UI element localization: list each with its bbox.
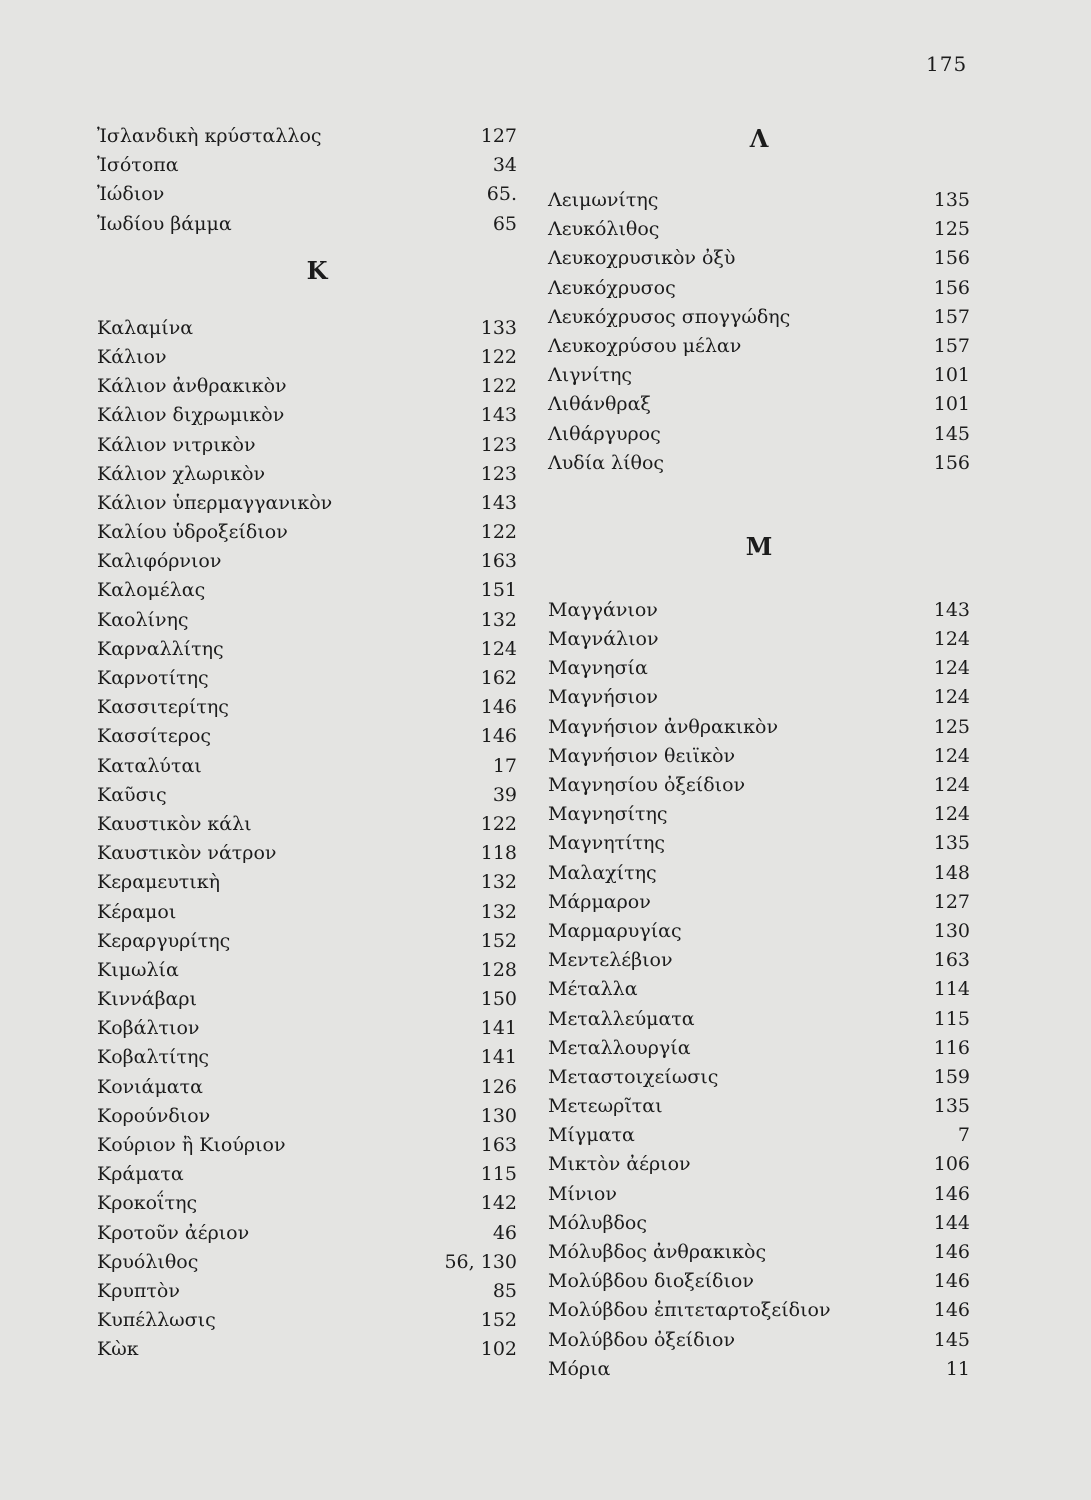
index-page-number: 130	[933, 919, 970, 942]
index-term: Λευκόχρυσος	[548, 276, 676, 299]
index-page-number: 115	[933, 1007, 970, 1030]
index-entry	[548, 1063, 970, 1092]
index-page-number: 159	[933, 1065, 970, 1088]
index-entry	[548, 771, 970, 800]
index-page-number: 156	[933, 276, 970, 299]
index-page-number: 11	[945, 1357, 970, 1380]
index-term: Κὼκ	[97, 1338, 139, 1361]
index-entry	[97, 722, 517, 751]
index-term: Μαγνησίτης	[548, 803, 668, 826]
index-page-number: 123	[480, 433, 517, 456]
index-entry	[548, 303, 970, 332]
index-entry	[97, 1277, 517, 1306]
section-heading-mu: Μ	[745, 531, 773, 561]
index-term: Λειμωνίτης	[548, 189, 659, 211]
index-term: Λευκόχρυσος σπογγώδης	[548, 305, 791, 328]
index-term: Καρναλλίτης	[97, 637, 224, 660]
index-page-number: 115	[480, 1163, 517, 1186]
index-entry	[97, 151, 517, 180]
index-term: Κάλιον ἀνθρακικὸν	[97, 375, 287, 398]
index-entry	[97, 1306, 517, 1335]
index-entry	[97, 576, 517, 605]
index-entry	[548, 1209, 970, 1238]
index-entry	[97, 431, 517, 460]
index-term: Λυδία λίθος	[548, 451, 665, 474]
index-entry	[97, 1014, 517, 1043]
index-page-number: 65	[492, 212, 517, 235]
index-term: Κάλιον	[97, 345, 167, 368]
right-index-column	[548, 122, 970, 1384]
index-term: Κεραργυρίτης	[97, 929, 231, 952]
index-term: Λευκόλιθος	[548, 218, 660, 241]
index-term: Μαγνησίου ὀξείδιον	[548, 774, 746, 796]
index-page-number: 163	[933, 949, 970, 972]
index-page-number: 124	[933, 744, 970, 767]
index-entry	[97, 489, 517, 518]
index-term: Κονιάματα	[97, 1075, 203, 1098]
index-page-number: 146	[480, 696, 517, 719]
index-term: Καλομέλας	[97, 579, 206, 602]
index-page-number: 126	[480, 1075, 517, 1098]
index-page-number: 156	[933, 247, 970, 270]
index-entry	[97, 372, 517, 401]
left-index-column	[97, 122, 517, 1365]
index-page-number: 122	[480, 345, 517, 368]
index-entry	[548, 274, 970, 303]
index-page-number: 145	[933, 422, 970, 445]
index-term: Μέταλλα	[548, 978, 638, 1001]
index-page-number: 135	[933, 189, 970, 211]
index-entry	[97, 180, 517, 209]
index-entry	[548, 596, 970, 625]
index-entry	[97, 1160, 517, 1189]
index-page-number: 125	[933, 715, 970, 738]
index-entry	[548, 1296, 970, 1325]
index-term: Κροτοῦν ἀέριον	[97, 1221, 250, 1244]
index-page-number: 145	[933, 1328, 970, 1351]
index-page-number: 151	[480, 579, 517, 602]
index-entry	[548, 244, 970, 273]
index-entry	[548, 800, 970, 829]
index-term: Μαγνάλιον	[548, 628, 659, 651]
index-term: Μολύβδου διοξείδιον	[548, 1270, 754, 1293]
index-term: Κάλιον ὑπερμαγγανικὸν	[97, 491, 333, 514]
index-page-number: 146	[933, 1182, 970, 1205]
index-entry	[548, 859, 970, 888]
index-term: Μεταλλεύματα	[548, 1007, 695, 1030]
index-page-number: 122	[480, 375, 517, 398]
index-term: Κιννάβαρι	[97, 988, 198, 1011]
index-entry	[548, 1267, 970, 1296]
index-term: Μολύβδου ὀξείδιον	[548, 1328, 736, 1351]
index-entry	[97, 1073, 517, 1102]
index-entry	[97, 868, 517, 897]
index-term: Μίνιον	[548, 1182, 617, 1205]
index-entry	[97, 927, 517, 956]
index-term: Ἰωδίου βάμμα	[97, 212, 232, 235]
index-entry	[548, 1034, 970, 1063]
index-term: Καυστικὸν κάλι	[97, 812, 252, 835]
index-term: Μαγνήσιον ἀνθρακικὸν	[548, 715, 779, 738]
section-heading-lambda: Λ	[749, 124, 769, 153]
index-entry	[548, 1326, 970, 1355]
index-entry	[548, 625, 970, 654]
index-term: Καῦσις	[97, 783, 167, 806]
index-entry	[548, 390, 970, 419]
index-term: Κοβαλτίτης	[97, 1046, 209, 1069]
index-entry	[548, 1355, 970, 1384]
index-term: Κάλιον διχρωμικὸν	[97, 404, 285, 427]
index-page-number: 128	[480, 958, 517, 981]
index-term: Μολύβδου ἐπιτεταρτοξείδιον	[548, 1299, 831, 1322]
index-entry	[97, 1189, 517, 1218]
index-page-number: 124	[933, 803, 970, 826]
index-term: Λευκοχρύσου μέλαν	[548, 334, 742, 357]
index-page-number: 142	[480, 1192, 517, 1215]
index-term: Κρυόλιθος	[97, 1250, 199, 1273]
index-entry	[97, 460, 517, 489]
index-term: Μικτὸν ἀέριον	[548, 1153, 691, 1176]
index-entry	[97, 1043, 517, 1072]
index-page-number: 125	[933, 218, 970, 241]
index-page-number: 132	[480, 871, 517, 894]
index-page-number: 106	[933, 1153, 970, 1176]
index-term: Μαγγάνιον	[548, 598, 658, 621]
index-entry	[548, 975, 970, 1004]
index-entry	[548, 917, 970, 946]
index-entry	[548, 361, 970, 390]
index-page-number: 163	[480, 550, 517, 573]
index-entry	[548, 1238, 970, 1267]
index-term: Καρνοτίτης	[97, 667, 209, 689]
index-entry	[548, 420, 970, 449]
index-entry	[97, 210, 517, 239]
index-term: Κάλιον χλωρικὸν	[97, 462, 266, 485]
index-entry	[548, 1092, 970, 1121]
index-term: Καυστικὸν νάτρον	[97, 842, 277, 865]
index-entry	[548, 946, 970, 975]
index-term: Λιθάνθραξ	[548, 393, 651, 416]
index-term: Καολίνης	[97, 608, 189, 631]
index-page-number: 34	[492, 154, 517, 177]
index-entry	[97, 752, 517, 781]
index-entry	[97, 401, 517, 430]
index-term: Κρυπτὸν	[97, 1279, 180, 1302]
index-entry	[97, 518, 517, 547]
index-term: Μίγματα	[548, 1124, 635, 1147]
index-entry	[97, 1335, 517, 1364]
index-entry	[548, 742, 970, 771]
index-term: Καλαμίνα	[97, 316, 194, 339]
index-term: Κάλιον νιτρικὸν	[97, 433, 256, 456]
index-page-number: 152	[480, 929, 517, 952]
index-page-number: 46	[492, 1221, 517, 1244]
index-entry	[548, 1150, 970, 1179]
index-entry	[548, 332, 970, 361]
index-page-number: 116	[933, 1036, 970, 1059]
index-entry	[548, 829, 970, 858]
index-entry	[97, 839, 517, 868]
index-term: Μόλυβδος	[548, 1211, 647, 1234]
page-number: 175	[926, 52, 968, 76]
index-term: Κούριον ἢ Κιούριον	[97, 1134, 286, 1156]
index-term: Μαρμαρυγίας	[548, 919, 682, 942]
index-entry	[548, 1121, 970, 1150]
index-term: Μαλαχίτης	[548, 861, 657, 884]
index-page-number: 123	[480, 462, 517, 485]
index-page-number: 162	[480, 667, 517, 689]
index-page-number: 124	[933, 686, 970, 709]
index-entry	[97, 985, 517, 1014]
index-entry	[548, 888, 970, 917]
index-entry	[548, 713, 970, 742]
index-term: Κέραμοι	[97, 900, 177, 923]
index-page-number: 146	[480, 725, 517, 748]
index-page-number: 124	[933, 657, 970, 680]
index-entry	[97, 1102, 517, 1131]
index-term: Ἰσότοπα	[97, 154, 179, 177]
index-entry	[97, 1219, 517, 1248]
index-term: Κασσίτερος	[97, 725, 212, 748]
index-entry	[548, 186, 970, 215]
index-page-number: 133	[480, 316, 517, 339]
index-page-number: 124	[480, 637, 517, 660]
index-entry	[97, 314, 517, 343]
index-term: Κασσιτερίτης	[97, 696, 229, 719]
index-entry	[548, 683, 970, 712]
index-page-number: 163	[480, 1134, 517, 1156]
index-term: Κορούνδιον	[97, 1104, 211, 1127]
index-entry	[548, 1005, 970, 1034]
index-entry	[548, 215, 970, 244]
index-page-number: 114	[933, 978, 970, 1001]
index-page-number: 135	[933, 832, 970, 855]
index-page-number: 143	[480, 491, 517, 514]
index-entry	[97, 343, 517, 372]
index-term: Λιγνίτης	[548, 364, 633, 387]
index-page-number: 156	[933, 451, 970, 474]
index-entry	[97, 547, 517, 576]
index-term: Κιμωλία	[97, 958, 179, 981]
index-page-number: 124	[933, 774, 970, 796]
index-page-number: 157	[933, 334, 970, 357]
index-page-number: 141	[480, 1017, 517, 1040]
index-entry	[97, 781, 517, 810]
index-entry	[97, 693, 517, 722]
section-kappa-list	[97, 314, 517, 1365]
index-term: Καταλύται	[97, 754, 202, 777]
index-entry	[97, 1131, 517, 1160]
index-page-number: 143	[480, 404, 517, 427]
index-page-number: 143	[933, 598, 970, 621]
index-term: Λιθάργυρος	[548, 422, 661, 445]
index-page-number: 127	[480, 125, 517, 147]
index-entry	[97, 122, 517, 151]
index-page-number: 130	[480, 1104, 517, 1127]
index-term: Ἰώδιον	[97, 183, 165, 206]
index-term: Μάρμαρον	[548, 890, 651, 913]
index-term: Μετεωρῖται	[548, 1095, 663, 1118]
section-heading-kappa: Κ	[306, 255, 328, 285]
index-page-number: 144	[933, 1211, 970, 1234]
index-page-number: 85	[492, 1279, 517, 1302]
index-page-number: 118	[480, 842, 517, 865]
section-mu-list	[548, 596, 970, 1384]
index-entry	[548, 654, 970, 683]
index-page-number: 141	[480, 1046, 517, 1069]
index-page-number: 65.	[486, 183, 517, 206]
index-entry	[97, 1248, 517, 1277]
index-page-number: 101	[933, 364, 970, 387]
index-page-number: 7	[957, 1124, 970, 1147]
index-page-number: 101	[933, 393, 970, 416]
index-term: Μαγνήσιον	[548, 686, 658, 709]
index-entry	[97, 898, 517, 927]
index-entry	[97, 635, 517, 664]
index-page-number: 102	[480, 1338, 517, 1361]
section-lambda-list	[548, 186, 970, 478]
index-entry	[548, 1180, 970, 1209]
index-term: Μεταστοιχείωσις	[548, 1065, 719, 1088]
index-term: Κροκοΐτης	[97, 1192, 198, 1215]
index-page-number: 132	[480, 608, 517, 631]
index-page-number: 152	[480, 1309, 517, 1332]
index-page-number: 146	[933, 1270, 970, 1293]
index-entry	[97, 956, 517, 985]
index-term: Καλίου ὑδροξείδιον	[97, 521, 288, 544]
index-term: Μόρια	[548, 1357, 611, 1380]
index-term: Κυπέλλωσις	[97, 1309, 216, 1332]
index-entry	[97, 810, 517, 839]
index-term: Κράματα	[97, 1163, 184, 1186]
index-page-number: 150	[480, 988, 517, 1011]
index-page-number: 122	[480, 521, 517, 544]
index-term: Ἰσλανδικὴ κρύσταλλος	[97, 125, 322, 147]
index-entry	[548, 449, 970, 478]
index-term: Μαγνητίτης	[548, 832, 666, 855]
index-entry	[97, 664, 517, 693]
index-entry	[97, 606, 517, 635]
index-page-number: 124	[933, 628, 970, 651]
index-page-number: 135	[933, 1095, 970, 1118]
index-page-number: 146	[933, 1241, 970, 1263]
index-page-number: 132	[480, 900, 517, 923]
index-page-number: 56, 130	[444, 1250, 517, 1273]
index-page-number: 39	[492, 783, 517, 806]
index-page-number: 157	[933, 305, 970, 328]
index-term: Καλιφόρνιον	[97, 550, 222, 573]
index-term: Μεταλλουργία	[548, 1036, 691, 1059]
index-term: Μαγνήσιον θειϊκὸν	[548, 744, 736, 767]
index-term: Μαγνησία	[548, 657, 648, 680]
section-iota-list	[97, 122, 517, 239]
index-page-number: 17	[492, 754, 517, 777]
index-term: Λευκοχρυσικὸν ὀξὺ	[548, 247, 736, 270]
index-page-number: 148	[933, 861, 970, 884]
index-term: Μόλυβδος ἀνθρακικὸς	[548, 1241, 767, 1263]
index-term: Κοβάλτιον	[97, 1017, 200, 1040]
index-term: Κεραμευτικὴ	[97, 871, 220, 894]
index-page-number: 122	[480, 812, 517, 835]
index-term: Μεντελέβιον	[548, 949, 673, 972]
index-page-number: 127	[933, 890, 970, 913]
index-page-number: 146	[933, 1299, 970, 1322]
